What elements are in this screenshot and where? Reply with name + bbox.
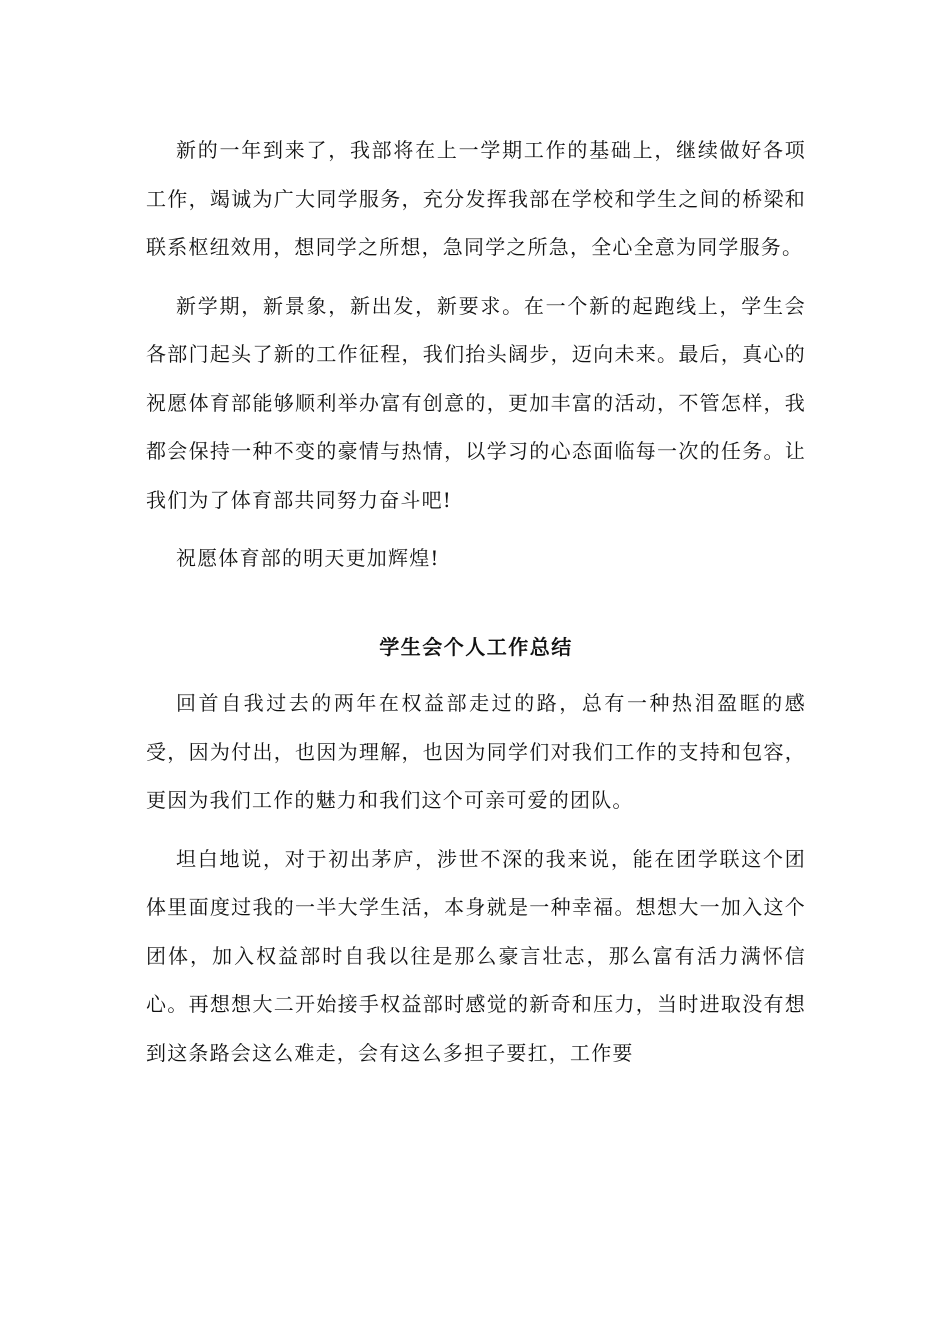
- paragraph-wish: 祝愿体育部的明天更加辉煌!: [176, 546, 440, 570]
- paragraph-new-year: 新的一年到来了，我部将在上一学期工作的基础上，继续做好各项工作，竭诚为广大同学服务，充分发挥我部在学校和学生之间的桥梁和联系枢纽效用，想同学之所想，急同学之所急，全心全意为同学服务。: [146, 138, 806, 259]
- document-body: [146, 126, 806, 1081]
- section-title: 学生会个人工作总结: [379, 634, 573, 659]
- paragraph-honestly: 坦白地说，对于初出茅庐，涉世不深的我来说，能在团学联这个团体里面度过我的一半大学生活，本身就是一种幸福。想想大一加入这个团体，加入权益部时自我以往是那么豪言壮志，那么富有活力满怀信心。再想想大二开始接手权益部时感觉的新奇和压力，当时进取没有想到这条路会这么难走，会有这么多担子要扛，工作要: [146, 846, 806, 1065]
- paragraph-new-semester: 新学期，新景象，新出发，新要求。在一个新的起跑线上，学生会各部门起头了新的工作征程，我们抬头阔步，迈向未来。最后，真心的祝愿体育部能够顺利举办富有创意的，更加丰富的活动，不管怎样，我都会保持一种不变的豪情与热情，以学习的心态面临每一次的任务。让我们为了体育部共同努力奋斗吧!: [146, 293, 806, 512]
- paragraph-look-back: 回首自我过去的两年在权益部走过的路，总有一种热泪盈眶的感受，因为付出，也因为理解，也因为同学们对我们工作的支持和包容，更因为我们工作的魅力和我们这个可亲可爱的团队。: [146, 691, 806, 812]
